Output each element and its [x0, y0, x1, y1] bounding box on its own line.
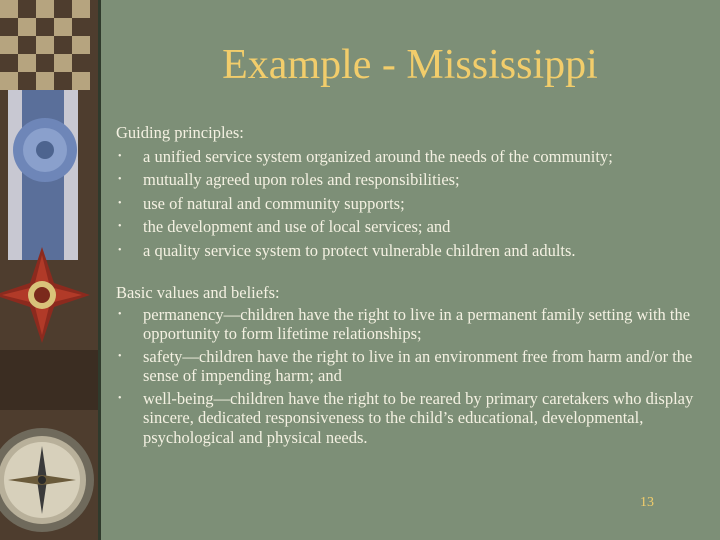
slide-title: Example - Mississippi — [222, 42, 598, 88]
page-number: 13 — [640, 495, 654, 510]
bullet-list — [116, 305, 712, 448]
bullet-icon: • — [118, 392, 122, 404]
bullet-list — [116, 145, 712, 263]
bullet-icon: • — [118, 221, 122, 232]
list-item: • use of natural and community supports; — [116, 192, 712, 216]
list-item: • safety—children have the right to live in an environment free from harm and/or the sense of impending harm; and — [118, 346, 693, 385]
section-heading: Guiding principles: — [116, 123, 244, 142]
list-item: • the development and use of local services; and — [116, 215, 712, 239]
list-item: • permanency—children have the right to live in a permanent family setting with the opportunity to form lifetime relationships; — [118, 304, 691, 343]
bullet-icon: • — [118, 150, 122, 162]
medal-compass-photo — [0, 0, 100, 540]
guiding-principles-section — [116, 121, 712, 262]
bullet-icon: • — [118, 308, 122, 320]
section-heading: Basic values and beliefs: — [116, 283, 280, 302]
slide-content — [116, 121, 712, 466]
bullet-icon: • — [118, 350, 122, 362]
bullet-icon: • — [118, 244, 122, 256]
list-item: • a unified service system organized around the needs of the community; — [116, 145, 712, 169]
values-beliefs-section — [116, 281, 712, 447]
list-item: • mutually agreed upon roles and responsibilities; — [116, 168, 712, 192]
bullet-icon: • — [118, 197, 122, 209]
bullet-icon: • — [118, 174, 122, 185]
list-item: • well-being—children have the right to be reared by primary caretakers who display sincere, dedicated responsiveness to the child’s educational, developmental, psychological and physical needs. — [118, 388, 694, 447]
list-item: • a quality service system to protect vulnerable children and adults. — [116, 239, 712, 263]
